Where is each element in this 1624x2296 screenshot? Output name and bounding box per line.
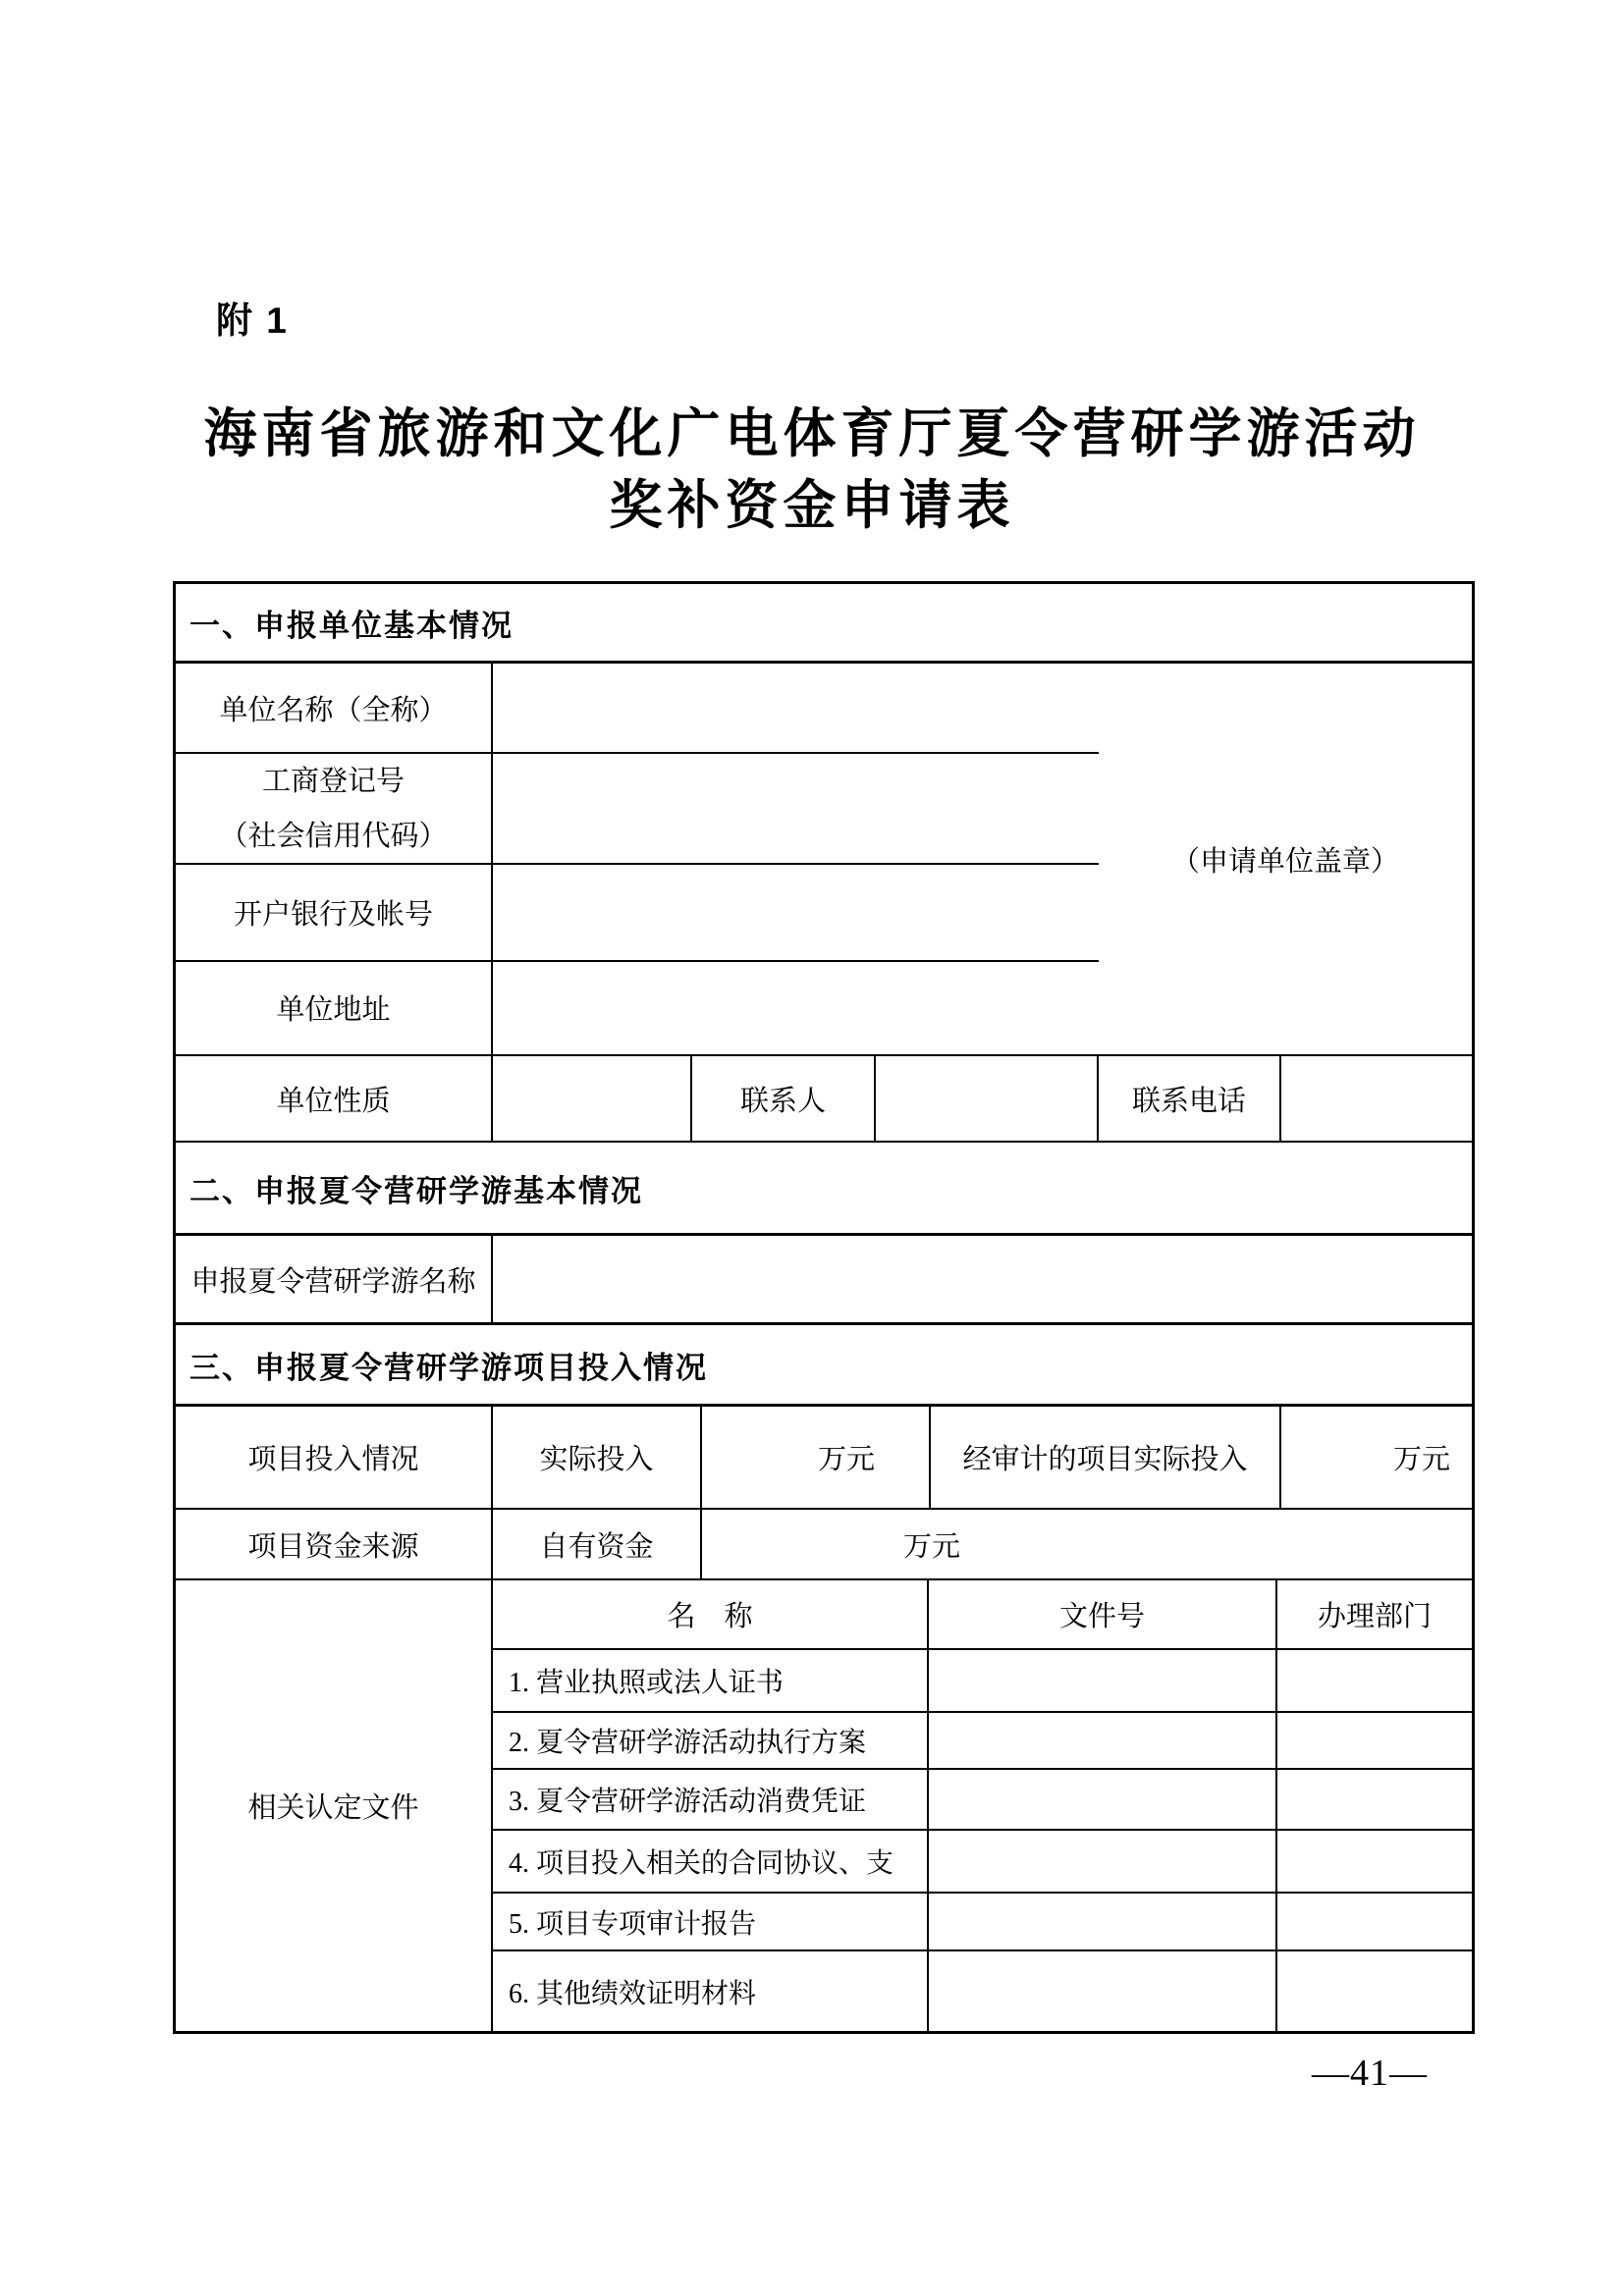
actual-investment-label: 实际投入 [493,1407,702,1508]
funding-source-row [176,1510,1472,1580]
registration-number-label [176,754,493,863]
funding-source-label: 项目资金来源 [176,1510,493,1578]
contact-label: 联系人 [692,1056,876,1141]
doc-name-cell: 6. 其他绩效证明材料 [493,1951,929,2031]
doc-row [493,1650,1472,1713]
section2-header-row [176,1143,1472,1236]
unit-type-value-cell [493,1056,692,1141]
stamp-note-cell: （申请单位盖章） [1170,845,1399,878]
unit-name-value-cell [493,664,1099,752]
section1-header: 一、申报单位基本情况 [189,608,514,643]
section3-header: 三、申报夏令营研学游项目投入情况 [189,1350,708,1385]
own-funds-label: 自有资金 [493,1510,702,1578]
page-number: —41— [1312,2053,1428,2094]
investment-label: 项目投入情况 [176,1407,493,1508]
doc-name-cell: 4. 项目投入相关的合同协议、支 [493,1831,929,1892]
project-investment-row [176,1407,1472,1510]
section1-left-block [176,664,1099,1054]
camp-name-value-cell [493,1236,1472,1322]
unit-name-row [176,664,1099,754]
attachment-label: 附 1 [216,300,289,341]
doc-dept-cell [1277,1831,1472,1892]
application-form-table [173,581,1475,2034]
registration-number-label-line2: （社会信用代码） [219,820,448,852]
doc-name-header: 名 称 [493,1580,929,1648]
doc-fileno-cell [929,1713,1277,1768]
doc-dept-header: 办理部门 [1317,1601,1432,1632]
unit-type-label: 单位性质 [176,1056,493,1141]
bank-account-label: 开户银行及帐号 [176,865,493,959]
unit-name-label: 单位名称（全称） [176,664,493,752]
document-title [0,399,1624,542]
doc-fileno-cell [929,1951,1277,2031]
phone-label: 联系电话 [1099,1056,1281,1141]
doc-name-cell: 5. 项目专项审计报告 [493,1894,929,1949]
section1-header-row [176,584,1472,664]
camp-name-label: 申报夏令营研学游名称 [176,1236,493,1322]
documents-sub-table [493,1580,1472,2031]
phone-value-cell [1281,1056,1472,1141]
unit-address-value-cell [493,962,1099,1054]
doc-fileno-cell [929,1831,1277,1892]
doc-dept-cell [1277,1894,1472,1949]
section1-body-row [176,664,1472,1056]
documents-label: 相关认定文件 [176,1580,493,2031]
own-funds-unit: 万元 [903,1530,961,1563]
doc-row [493,1894,1472,1951]
registration-number-row [176,754,1099,865]
doc-fileno-header: 文件号 [929,1580,1277,1648]
unit-address-label: 单位地址 [176,962,493,1054]
section2-header: 二、申报夏令营研学游基本情况 [189,1173,643,1208]
doc-fileno-cell [929,1770,1277,1829]
doc-row [493,1831,1472,1894]
contact-value-cell [876,1056,1099,1141]
bank-account-value-cell [493,865,1099,959]
doc-dept-cell [1277,1770,1472,1829]
doc-row [493,1770,1472,1831]
doc-name-cell: 3. 夏令营研学游活动消费凭证 [493,1770,929,1829]
doc-row [493,1713,1472,1770]
camp-name-row [176,1236,1472,1325]
actual-investment-unit: 万元 [702,1407,931,1508]
title-line-1: 海南省旅游和文化广电体育厅夏令营研学游活动 [203,404,1421,463]
section3-header-row [176,1325,1472,1407]
unit-address-row [176,962,1099,1054]
documents-block-row [176,1580,1472,2031]
doc-name-cell: 2. 夏令营研学游活动执行方案 [493,1713,929,1768]
unit-type-contact-row [176,1056,1472,1143]
doc-fileno-cell [929,1894,1277,1949]
doc-dept-cell [1277,1650,1472,1711]
title-line-2: 奖补资金申请表 [609,476,1015,535]
doc-fileno-cell [929,1650,1277,1711]
doc-header-row [493,1580,1472,1650]
doc-row [493,1951,1472,2031]
bank-account-row [176,865,1099,961]
registration-number-value-cell [493,754,1099,863]
audited-investment-unit: 万元 [1392,1444,1450,1475]
doc-name-cell: 1. 营业执照或法人证书 [493,1650,929,1711]
audited-investment-label: 经审计的项目实际投入 [931,1407,1281,1508]
registration-number-label-line1: 工商登记号 [261,765,405,797]
doc-dept-cell [1277,1951,1472,2031]
doc-dept-cell [1277,1713,1472,1768]
